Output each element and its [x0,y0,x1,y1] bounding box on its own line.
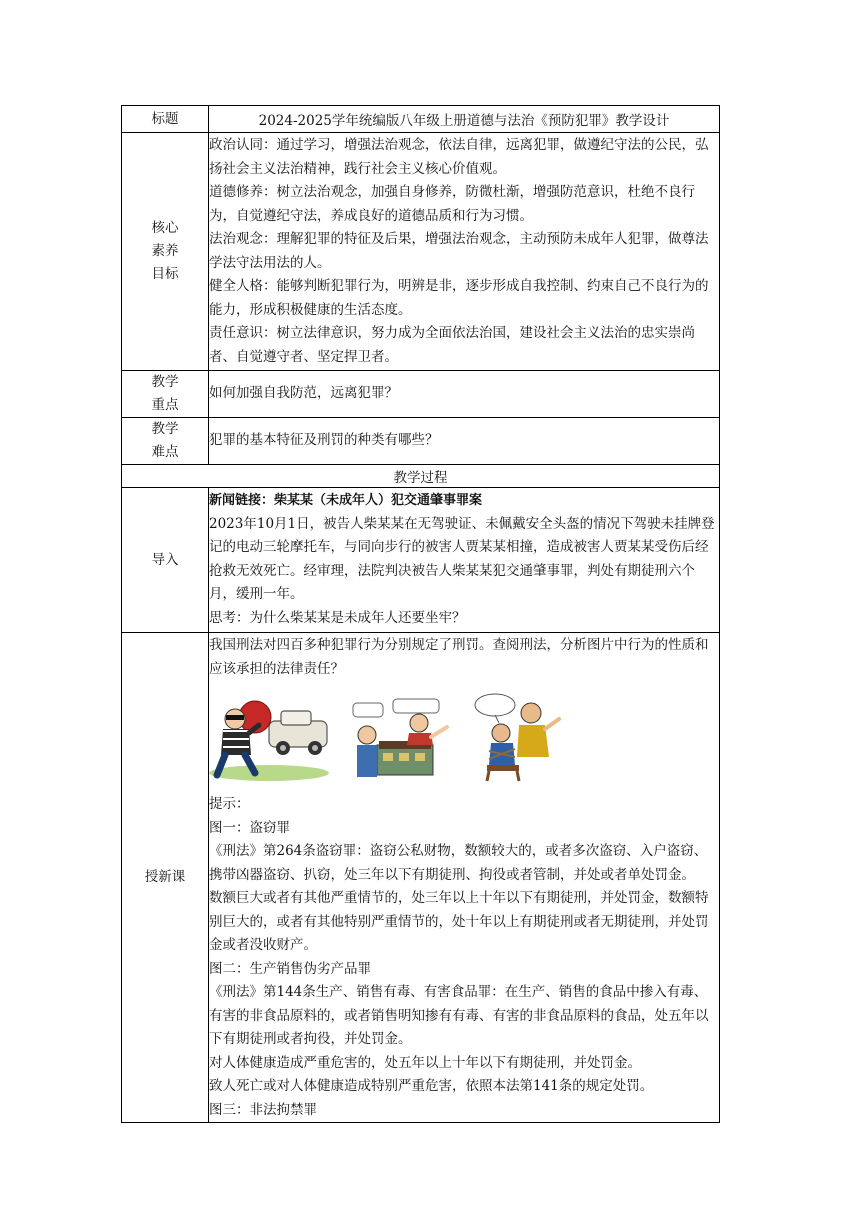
label-line: 教学 [151,374,179,390]
new-lesson-label: 授新课 [122,633,209,1123]
intro-label: 导入 [122,488,209,633]
unlawful-detention-illustration [473,691,563,783]
new-lesson-row [122,633,720,1123]
key-point-text: 如何加强自我防范，远离犯罪？ [209,371,720,418]
title-label: 标题 [122,106,209,133]
label-line: 难点 [151,444,179,460]
figure2-law: 《刑法》第144条生产、销售有毒、有害食品罪：在生产、销售的食品中掺入有毒、有害的非食品原料的，或者销售明知掺有有毒、有害的非食品原料的食品，处五年以下有期徒刑或者拘役，并处罚金。 [209,984,709,1047]
difficulty-row [122,418,720,465]
goal-political: 政治认同：通过学习，增强法治观念，依法自律，远离犯罪，做遵纪守法的公民，弘扬社会主义法治精神，践行社会主义核心价值观。 [209,137,709,177]
fake-food-sale-illustration [347,697,459,783]
document-title: 2024-2025学年统编版八年级上册道德与法治《预防犯罪》教学设计 [209,106,720,133]
process-title: 教学过程 [122,465,720,488]
label-line: 核心 [151,220,179,236]
key-point-label [122,371,209,418]
difficulty-label [122,418,209,465]
figure1-title: 图一：盗窃罪 [209,819,290,836]
title-row [122,106,720,133]
core-goals-row [122,133,720,371]
illustration-row [209,681,719,793]
intro-content [209,488,720,633]
label-line: 重点 [151,397,179,413]
goal-responsibility: 责任意识：树立法律意识，努力成为全面依法治国，建设社会主义法治的忠实崇尚者、自觉遵守者、坚定捍卫者。 [209,325,695,365]
lesson-plan-table [121,105,720,1123]
intro-row [122,488,720,633]
core-goals-label [122,133,209,371]
thief-illustration [209,691,333,783]
intro-question: 思考：为什么柴某某是未成年人还要坐牢？ [209,609,466,626]
goal-personality: 健全人格：能够判断犯罪行为，明辨是非，逐步形成自我控制、约束自己不良行为的能力，形成积极健康的生活态度。 [209,278,709,318]
figure3-title: 图三：非法拘禁罪 [209,1101,317,1118]
figure1-law: 《刑法》第264条盗窃罪：盗窃公私财物，数额较大的，或者多次盗窃、入户盗窃、携带凶器盗窃、扒窃，处三年以下有期徒刑、拘役或者管制，并处或者单处罚金。 [209,843,708,883]
figure2-law-death: 致人死亡或对人体健康造成特别严重危害，依照本法第141条的规定处罚。 [209,1078,654,1094]
difficulty-text: 犯罪的基本特征及刑罚的种类有哪些？ [209,418,720,465]
label-line: 素养 [151,243,179,259]
label-line: 目标 [151,266,179,282]
goal-law: 法治观念：理解犯罪的特征及后果，增强法治观念，主动预防未成年人犯罪，做尊法学法守法用法的人。 [209,231,709,271]
new-lesson-content [209,633,720,1123]
hint-label: 提示： [209,796,250,812]
figure1-law-cont: 数额巨大或者有其他严重情节的，处三年以上十年以下有期徒刑，并处罚金，数额特别巨大的，或者有其他特别严重情节的，处十年以上有期徒刑或者无期徒刑，并处罚金或者没收财产。 [209,890,709,953]
goal-moral: 道德修养：树立法治观念，加强自身修养，防微杜渐，增强防范意识，杜绝不良行为，自觉遵纪守法，养成良好的道德品质和行为习惯。 [209,184,695,224]
core-goals-content [209,133,720,371]
figure2-title: 图二：生产销售伪劣产品罪 [209,960,371,977]
figure2-law-cont: 对人体健康造成严重危害的，处五年以上十年以下有期徒刑，并处罚金。 [209,1054,641,1071]
key-point-row [122,371,720,418]
label-line: 教学 [151,421,179,437]
process-title-row [122,465,720,488]
lesson-lead: 我国刑法对四百多种犯罪行为分别规定了刑罚。查阅刑法，分析图片中行为的性质和应该承担的法律责任？ [209,637,709,677]
news-heading: 新闻链接：柴某某（未成年人）犯交通肇事罪案 [209,493,483,508]
news-body: 2023年10月1日，被告人柴某某在无驾驶证、未佩戴安全头盔的情况下驾驶未挂牌登记的电动三轮摩托车，与同向步行的被害人贾某某相撞，造成被害人贾某某受伤后经抢救无效死亡。经审理，法院判决被告人柴某某犯交通肇事罪，判处有期徒刑六个月，缓刑一年。 [209,515,715,602]
